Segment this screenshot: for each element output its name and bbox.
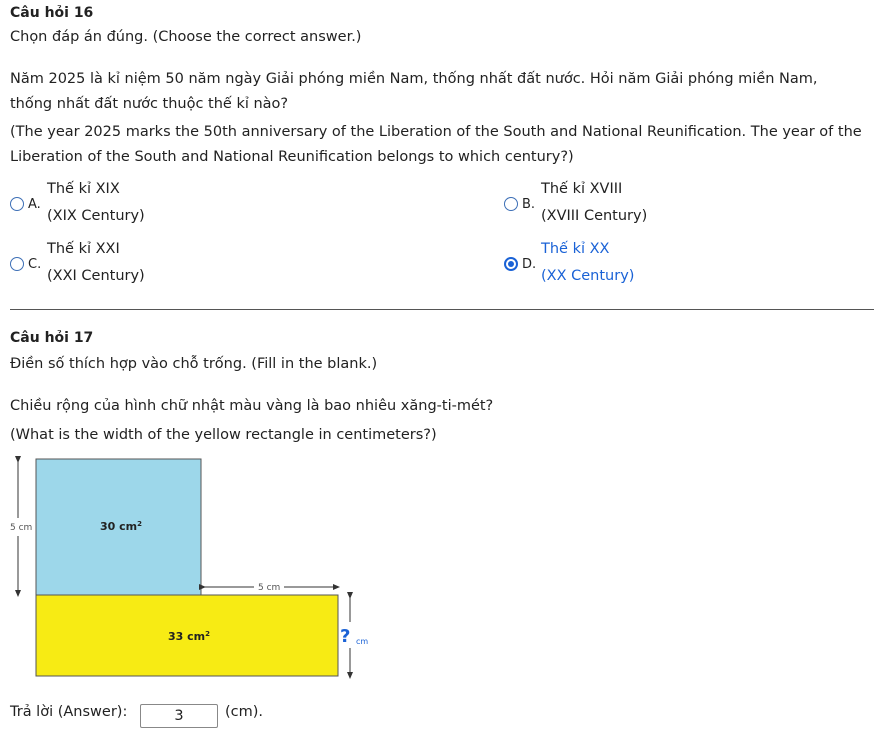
option-b-text-en: (XVIII Century) <box>541 208 648 224</box>
left-dimension-label: 5 cm <box>10 523 33 533</box>
option-a-text-en: (XIX Century) <box>47 208 145 224</box>
extension-dimension-label: 5 cm <box>258 583 281 593</box>
question-16-text-en-line2: Liberation of the South and National Reunification belongs to which century?) <box>10 149 574 165</box>
blue-area-label: 30 $cm^2$ <box>100 520 142 533</box>
option-c-letter: C. <box>28 257 42 272</box>
option-a[interactable] <box>10 181 310 239</box>
option-b-letter: B. <box>522 197 536 212</box>
rectangles-figure <box>0 450 400 685</box>
question-17-title: Câu hỏi 17 <box>10 330 94 346</box>
question-16-text-vi-line2: thống nhất đất nước thuộc thế kỉ nào? <box>10 96 289 112</box>
answer-unit: (cm). <box>225 704 264 720</box>
answer-input[interactable]: 3 <box>140 704 218 728</box>
question-17-instruction: Điền số thích hợp vào chỗ trống. (Fill in the blank.) <box>10 356 378 372</box>
option-a-letter: A. <box>28 197 41 212</box>
unknown-width-unit: cm <box>356 637 369 646</box>
option-a-radio[interactable] <box>10 197 24 211</box>
question-17-text-vi: Chiều rộng của hình chữ nhật màu vàng là bao nhiêu xăng-ti-mét? <box>10 398 494 414</box>
question-divider <box>10 309 874 310</box>
question-17-text-en: (What is the width of the yellow rectangle in centimeters?) <box>10 427 437 443</box>
option-b-radio[interactable] <box>504 197 518 211</box>
option-b[interactable] <box>504 181 804 239</box>
option-c-text-en: (XXI Century) <box>47 268 145 284</box>
question-16-title: Câu hỏi 16 <box>10 5 94 21</box>
question-16-text-en-line1: (The year 2025 marks the 50th anniversary of the Liberation of the South and National Reunification. The year of the <box>10 124 862 140</box>
option-b-text-vi: Thế kỉ XVIII <box>541 181 623 197</box>
option-c[interactable] <box>10 241 310 299</box>
option-c-text-vi: Thế kỉ XXI <box>47 241 120 257</box>
option-d[interactable] <box>504 241 804 299</box>
option-d-text-vi: Thế kỉ XX <box>541 241 610 257</box>
option-a-text-vi: Thế kỉ XIX <box>47 181 120 197</box>
yellow-area-label: 33 $cm^2$ <box>168 630 210 643</box>
option-d-letter: D. <box>522 257 537 272</box>
option-d-text-en: (XX Century) <box>541 268 635 284</box>
unknown-width-label: ? <box>340 626 351 647</box>
question-16-text-vi-line1: Năm 2025 là kỉ niệm 50 năm ngày Giải phóng miền Nam, thống nhất đất nước. Hỏi năm Giải phóng miền Nam, <box>10 71 818 87</box>
answer-label: Trả lời (Answer): <box>10 704 128 720</box>
option-d-radio-selected[interactable] <box>504 257 518 271</box>
question-16-instruction: Chọn đáp án đúng. (Choose the correct answer.) <box>10 29 362 45</box>
option-c-radio[interactable] <box>10 257 24 271</box>
